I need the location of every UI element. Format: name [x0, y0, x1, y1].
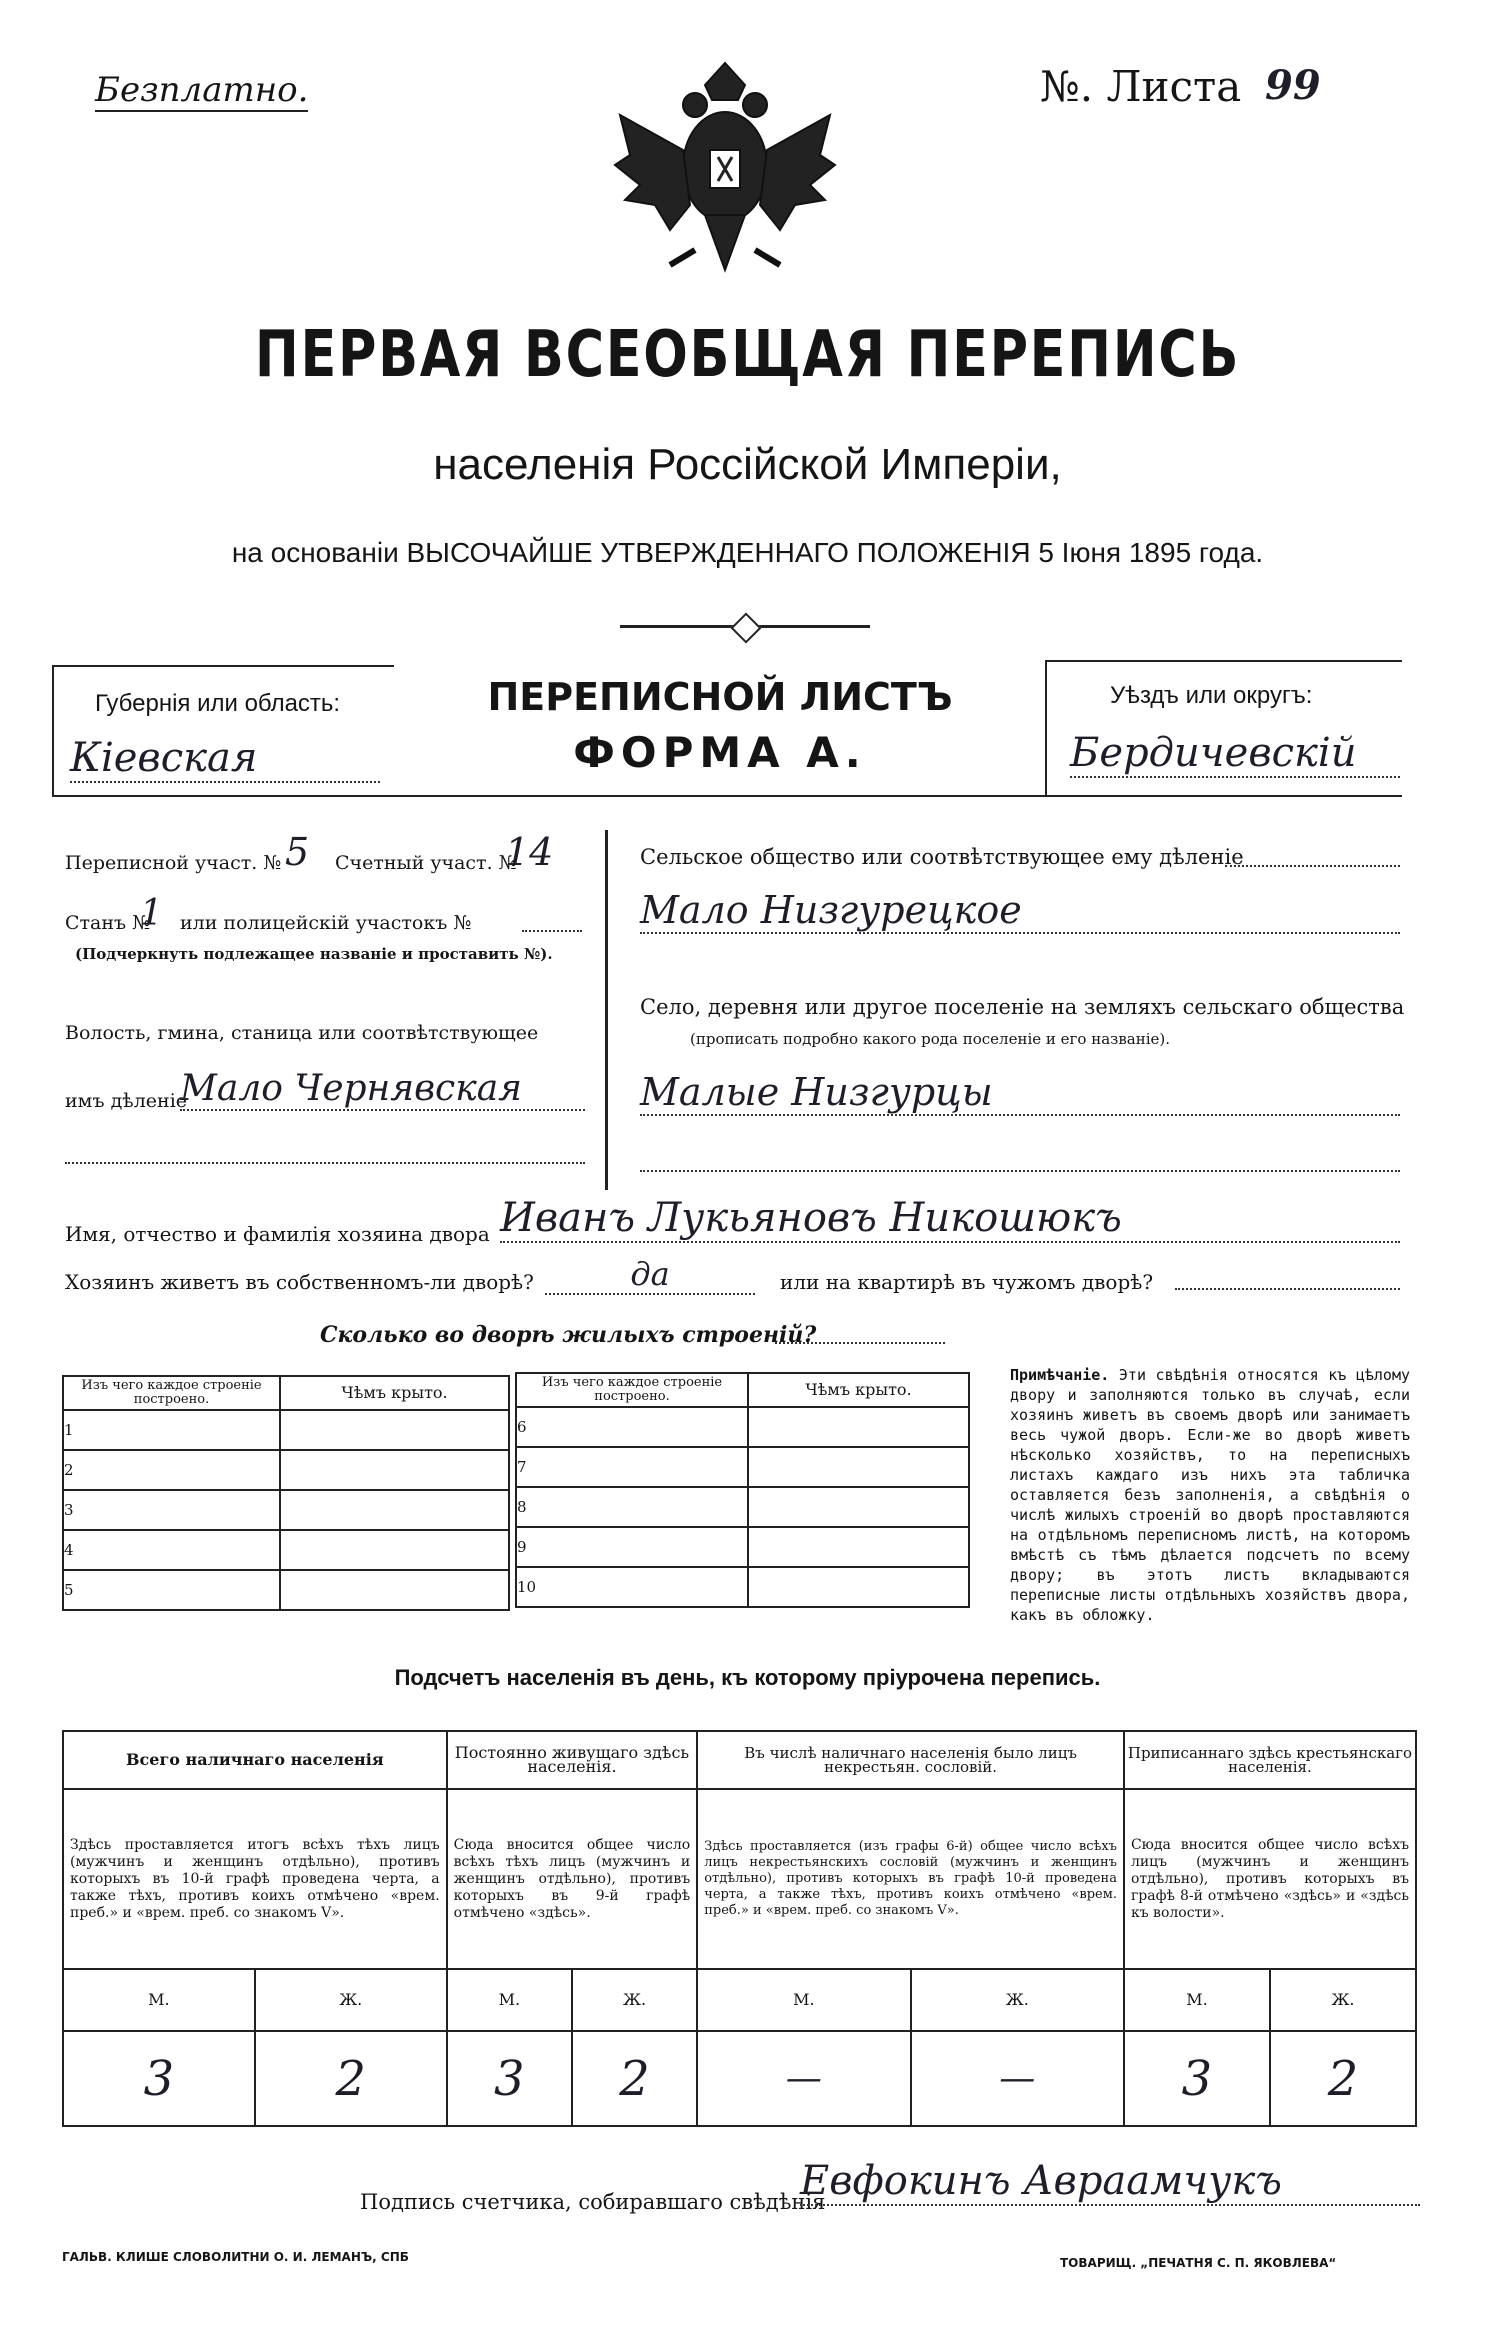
stan-value: 1	[140, 893, 163, 934]
table-cell	[280, 1410, 509, 1450]
left-right-divider	[605, 830, 608, 1190]
stan-label: Станъ №	[65, 912, 151, 934]
underline-note: (Подчеркнуть подлежащее названіе и проставить №).	[75, 945, 553, 963]
table-row: 3	[63, 1490, 280, 1530]
table-row: 10	[516, 1567, 748, 1607]
uezd-label: Уѣздъ или округъ:	[1110, 682, 1313, 709]
signature-value: Евфокинъ Авраамчукъ	[800, 2158, 1420, 2206]
police-label: или полицейскій участокъ №	[180, 912, 472, 934]
count-heading: Подсчетъ населенія въ день, къ которому пріурочена перепись.	[394, 1665, 1101, 1690]
zh-label: Ж.	[572, 1969, 697, 2031]
volost-label-2: имъ дѣленіе	[65, 1090, 188, 1112]
table-row: 2	[63, 1450, 280, 1490]
police-value-line	[522, 930, 582, 932]
m-label: М.	[697, 1969, 910, 2031]
volost-label: Волость, гмина, станица или соотвѣтствующее	[65, 1022, 539, 1044]
society-label: Сельское общество или соотвѣтствующее ему дѣленіе	[640, 845, 1244, 869]
double-headed-eagle-emblem	[610, 55, 840, 280]
note-text: Эти свѣдѣнія относятся къ цѣлому двору и заполняются только въ случаѣ, если хозяинъ живетъ въ своемъ дворѣ или занимаетъ весь чужой дворъ. Если-же во дворѣ живетъ нѣсколько хозяйствъ, то на переписныхъ листахъ каждаго изъ нихъ эта табличка оставляется безъ заполненія, а свѣдѣнія о числѣ жилыхъ строеній во дворѣ проставляются на отдѣльномъ переписномъ листѣ, на которомъ вмѣстѣ съ тѣмъ дѣлается подсчетъ по всему двору; въ этотъ листъ вкладываются переписные листы отдѣльныхъ хозяйствъ двора, какъ въ обложку.	[1010, 1366, 1411, 1624]
census-district-value: 5	[285, 830, 310, 874]
table-cell	[280, 1490, 509, 1530]
form-box-bottom-rule	[52, 795, 1402, 797]
footer-right: ТОВАРИЩ. „ПЕЧАТНЯ С. П. ЯКОВЛЕВА“	[1060, 2256, 1337, 2270]
buildings-table-right	[515, 1372, 970, 1608]
owner-name-value: Иванъ Лукьяновъ Никошюкъ	[500, 1195, 1400, 1243]
count-col-title: Въ числѣ наличнаго населенія было лицъ некрестьян. сословій.	[697, 1731, 1124, 1789]
count-value-zh: 2	[572, 2031, 697, 2126]
gubernia-label: Губернія или область:	[95, 690, 341, 717]
note-block	[1010, 1365, 1410, 1625]
table-cell	[748, 1527, 969, 1567]
zh-label: Ж.	[255, 1969, 447, 2031]
buildings-answer-line	[775, 1342, 945, 1344]
own-yard-value: да	[545, 1255, 755, 1295]
rent-label: или на квартирѣ въ чужомъ дворѣ?	[780, 1270, 1154, 1294]
m-label: М.	[447, 1969, 572, 2031]
society-label-line	[1225, 865, 1400, 867]
society-value: Мало Низгурецкое	[640, 888, 1400, 934]
m-label: М.	[1124, 1969, 1270, 2031]
census-subtitle: населенія Россійской Имперіи,	[433, 440, 1062, 489]
count-value-zh: —	[911, 2031, 1124, 2126]
ornament-center	[730, 612, 761, 643]
village-label: Село, деревня или другое поселеніе на земляхъ сельскаго общества	[640, 995, 1405, 1019]
count-col-title: Приписаннаго здѣсь крестьянскаго населенія.	[1124, 1731, 1416, 1789]
col-material-header: Изъ чего каждое строеніе построено.	[63, 1376, 280, 1410]
buildings-question: Сколько во дворѣ жилыхъ строеній?	[320, 1322, 817, 1348]
table-row: 1	[63, 1410, 280, 1450]
col-roof-header: Чѣмъ крыто.	[280, 1376, 509, 1410]
village-extra-line	[640, 1170, 1400, 1172]
own-yard-label: Хозяинъ живетъ въ собственномъ-ли дворѣ?	[65, 1270, 534, 1294]
count-value-m: 3	[1124, 2031, 1270, 2126]
count-col-desc: Здѣсь проставляется (изъ графы 6-й) общее число всѣхъ лицъ некрестьянскихъ сословій (мужчинъ и женщинъ отдѣльно), противъ которыхъ въ графѣ 10-й проведена черта, а также тѣхъ, противъ коихъ отмѣчено «врем. преб.» и «врем. преб. со знакомъ V».	[697, 1789, 1124, 1969]
table-cell	[280, 1450, 509, 1490]
gubernia-value: Кіевская	[70, 735, 380, 783]
table-row: 9	[516, 1527, 748, 1567]
count-value-zh: 2	[1270, 2031, 1416, 2126]
counting-district-value: 14	[505, 830, 554, 874]
volost-value: Мало Чернявская	[180, 1068, 585, 1111]
census-main-title: ПЕРВАЯ ВСЕОБЩАЯ ПЕРЕПИСЬ	[254, 318, 1241, 392]
count-col-desc: Сюда вносится общее число всѣхъ тѣхъ лицъ (мужчинъ и женщинъ отдѣльно), противъ которыхъ въ 9-й графѣ отмѣчено «здѣсь».	[447, 1789, 698, 1969]
counting-district-label: Счетный участ. №	[335, 852, 517, 874]
note-title: Примѣчаніе.	[1010, 1366, 1110, 1384]
table-row: 7	[516, 1447, 748, 1487]
count-col-desc: Здѣсь проставляется итогъ всѣхъ тѣхъ лицъ (мужчинъ и женщинъ отдѣльно), противъ которыхъ въ 10-й графѣ проведена черта, а также тѣхъ, противъ коихъ отмѣчено «врем. преб.» и «врем. преб. со знакомъ V».	[63, 1789, 447, 1969]
m-label: М.	[63, 1969, 255, 2031]
col-material-header: Изъ чего каждое строеніе построено.	[516, 1373, 748, 1407]
col-roof-header: Чѣмъ крыто.	[748, 1373, 969, 1407]
count-col-title: Всего наличнаго населенія	[63, 1731, 447, 1789]
owner-name-label: Имя, отчество и фамилія хозяина двора	[65, 1222, 490, 1246]
zh-label: Ж.	[911, 1969, 1124, 2031]
uezd-value: Бердичевскій	[1070, 730, 1400, 778]
count-value-m: 3	[63, 2031, 255, 2126]
volost-extra-line	[65, 1162, 585, 1164]
census-basis: на основаніи ВЫСОЧАЙШЕ УТВЕРЖДЕННАГО ПОЛОЖЕНІЯ 5 Іюня 1895 года.	[231, 537, 1264, 568]
sheet-number-label: №. Листа	[1040, 62, 1242, 111]
signature-label: Подпись счетчика, собиравшаго свѣдѣнія	[360, 2190, 826, 2214]
count-value-zh: 2	[255, 2031, 447, 2126]
census-district-label: Переписной участ. №	[65, 852, 282, 874]
table-row: 5	[63, 1570, 280, 1610]
footer-left: ГАЛЬВ. КЛИШЕ СЛОВОЛИТНИ О. И. ЛЕМАНЪ, СПБ	[62, 2250, 409, 2264]
count-col-title: Постоянно живущаго здѣсь населенія.	[447, 1731, 698, 1789]
table-cell	[280, 1570, 509, 1610]
table-row: 4	[63, 1530, 280, 1570]
zh-label: Ж.	[1270, 1969, 1416, 2031]
village-note: (прописать подробно какого рода поселеніе и его названіе).	[690, 1030, 1170, 1048]
buildings-table-left	[62, 1375, 510, 1611]
rent-value-line	[1175, 1288, 1400, 1290]
table-row: 8	[516, 1487, 748, 1527]
population-count-table	[62, 1730, 1417, 2127]
free-label: Безплатно.	[95, 70, 309, 110]
table-row: 6	[516, 1407, 748, 1447]
table-cell	[280, 1530, 509, 1570]
sheet-title: ПЕРЕПИСНОЙ ЛИСТЪ	[487, 675, 953, 719]
count-col-desc: Сюда вносится общее число всѣхъ лицъ (мужчинъ и женщинъ отдѣльно), противъ которыхъ въ графѣ 8-й отмѣчено «здѣсь» и «здѣсь къ волости».	[1124, 1789, 1416, 1969]
table-cell	[748, 1487, 969, 1527]
form-title: ФОРМА А.	[573, 728, 867, 777]
count-value-m: 3	[447, 2031, 572, 2126]
table-cell	[748, 1447, 969, 1487]
table-cell	[748, 1407, 969, 1447]
table-cell	[748, 1567, 969, 1607]
village-value: Малые Низгурцы	[640, 1070, 1400, 1116]
count-value-m: —	[697, 2031, 910, 2126]
sheet-number-value: 99	[1265, 62, 1321, 109]
